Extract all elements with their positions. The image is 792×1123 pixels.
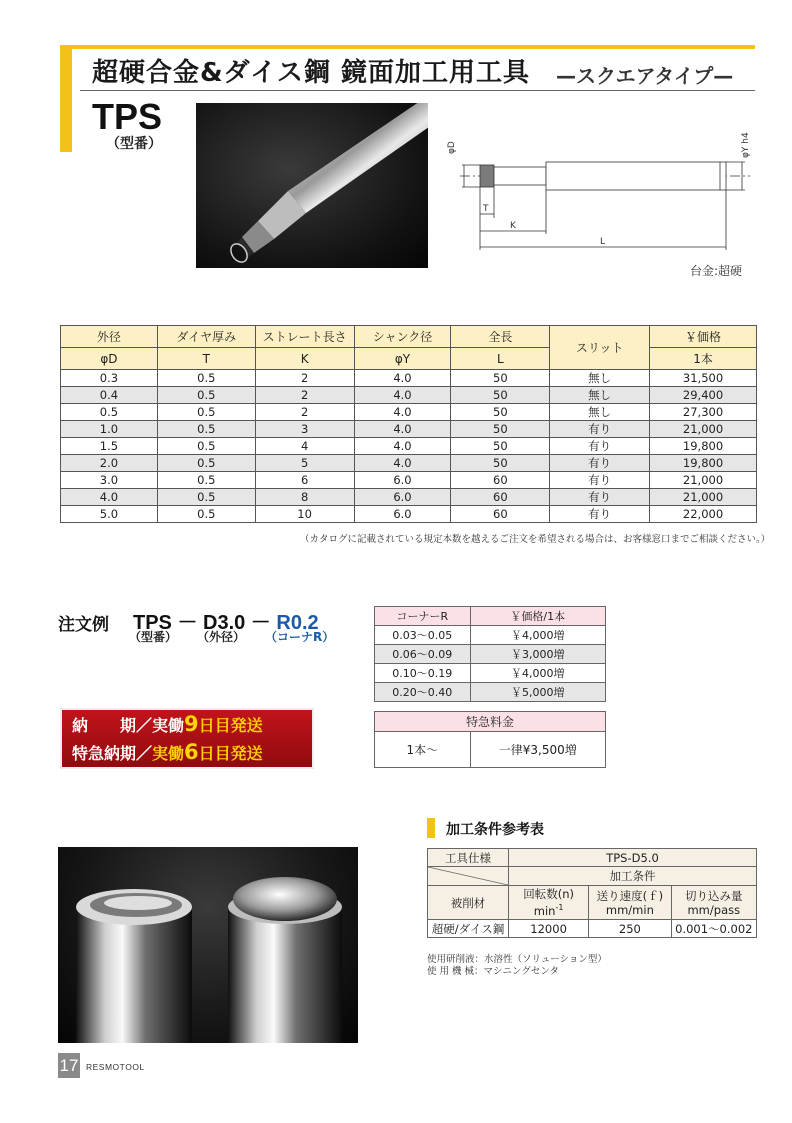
order-example-label: 注文例 bbox=[58, 615, 109, 635]
spec-table bbox=[60, 325, 757, 523]
spec-row bbox=[61, 387, 757, 404]
corner-header-price: ￥価格/1本 bbox=[470, 607, 605, 626]
conditions-col-feed-unit: mm/min bbox=[605, 902, 654, 917]
spec-cell-slit: 有り bbox=[550, 421, 650, 438]
conditions-tool-row bbox=[428, 849, 757, 867]
spec-cell-diameter: 4.0 bbox=[61, 489, 158, 506]
conditions-col-rpm bbox=[509, 886, 589, 920]
drawing-label-L: L bbox=[600, 237, 606, 247]
spec-cell-overall-length: 60 bbox=[451, 472, 550, 489]
conditions-header-row bbox=[428, 886, 757, 920]
spec-cell-slit: 無し bbox=[550, 370, 650, 387]
conditions-diagonal-cell bbox=[428, 867, 509, 886]
conditions-col-feed bbox=[589, 886, 671, 920]
spec-cell-overall-length: 50 bbox=[451, 387, 550, 404]
spec-row bbox=[61, 472, 757, 489]
spec-cell-straight-length: 5 bbox=[255, 455, 354, 472]
conditions-row-material: 超硬/ダイス鋼 bbox=[428, 920, 509, 938]
delivery-express-days: 6 bbox=[184, 740, 199, 764]
spec-cell-thickness: 0.5 bbox=[157, 421, 255, 438]
product-sample-photo bbox=[58, 847, 358, 1043]
spec-row bbox=[61, 370, 757, 387]
corner-row bbox=[375, 683, 606, 702]
conditions-row-depth: 0.001～0.002 bbox=[671, 920, 756, 938]
spec-cell-thickness: 0.5 bbox=[157, 489, 255, 506]
order-example-code-main: TPS － D3.0 － bbox=[133, 612, 271, 634]
spec-cell-price: 27,300 bbox=[650, 404, 757, 421]
spec-cell-overall-length: 60 bbox=[451, 506, 550, 523]
corner-cell-price: ￥3,000増 bbox=[470, 645, 605, 664]
conditions-col-feed-label: 送り速度(ｆ) bbox=[596, 888, 664, 903]
conditions-diagonal-line bbox=[428, 867, 508, 885]
conditions-table bbox=[427, 848, 757, 938]
spec-header-symbol-phiD: φD bbox=[61, 348, 158, 370]
spec-row bbox=[61, 438, 757, 455]
spec-cell-slit: 有り bbox=[550, 472, 650, 489]
corner-header-radius: コーナーR bbox=[375, 607, 471, 626]
conditions-condition-label: 加工条件 bbox=[509, 867, 757, 886]
technical-drawing bbox=[440, 110, 760, 260]
conditions-data-row bbox=[428, 920, 757, 938]
spec-cell-diameter: 2.0 bbox=[61, 455, 158, 472]
delivery-standard-suffix: 日目発送 bbox=[198, 716, 263, 735]
spec-header-shank-diameter: シャンク径 bbox=[354, 326, 451, 348]
spec-cell-shank-diameter: 6.0 bbox=[354, 489, 451, 506]
corner-row bbox=[375, 645, 606, 664]
tool-photo bbox=[196, 103, 428, 268]
delivery-standard-label: 納 期／実働 bbox=[72, 716, 185, 735]
spec-header-diameter: 外径 bbox=[61, 326, 158, 348]
spec-cell-straight-length: 6 bbox=[255, 472, 354, 489]
spec-cell-slit: 有り bbox=[550, 438, 650, 455]
spec-row bbox=[61, 506, 757, 523]
conditions-col-depth-unit: mm/pass bbox=[687, 902, 741, 917]
spec-cell-thickness: 0.5 bbox=[157, 506, 255, 523]
spec-cell-price: 19,800 bbox=[650, 455, 757, 472]
corner-cell-radius: 0.20～0.40 bbox=[375, 683, 471, 702]
corner-cell-price: ￥4,000増 bbox=[470, 626, 605, 645]
spec-header-symbol-T: T bbox=[157, 348, 255, 370]
express-table-row bbox=[375, 732, 606, 768]
express-fee-table bbox=[374, 711, 606, 768]
order-example-code-corner: R0.2 bbox=[276, 612, 319, 634]
spec-header-straight-length: ストレート長さ bbox=[255, 326, 354, 348]
spec-cell-slit: 無し bbox=[550, 404, 650, 421]
conditions-condition-row bbox=[428, 867, 757, 886]
spec-cell-price: 21,000 bbox=[650, 472, 757, 489]
spec-cell-shank-diameter: 4.0 bbox=[354, 438, 451, 455]
tool-illustration bbox=[196, 103, 428, 268]
header-top-rule bbox=[60, 45, 755, 49]
spec-header-symbol-phiY: φY bbox=[354, 348, 451, 370]
spec-cell-straight-length: 10 bbox=[255, 506, 354, 523]
corner-cell-radius: 0.03～0.05 bbox=[375, 626, 471, 645]
drawing-label-K: K bbox=[510, 221, 516, 231]
spec-cell-straight-length: 8 bbox=[255, 489, 354, 506]
spec-cell-overall-length: 50 bbox=[451, 438, 550, 455]
spec-header-slit: スリット bbox=[550, 326, 650, 370]
spec-cell-thickness: 0.5 bbox=[157, 404, 255, 421]
brand-name: RESMOTOOL bbox=[86, 1062, 145, 1072]
spec-cell-shank-diameter: 4.0 bbox=[354, 421, 451, 438]
delivery-express-label: 特急納期／ bbox=[72, 744, 153, 763]
express-price: 一律¥3,500増 bbox=[470, 732, 605, 768]
delivery-standard bbox=[72, 712, 263, 736]
spec-cell-price: 19,800 bbox=[650, 438, 757, 455]
conditions-note-coolant: 使用研削液：水溶性（ソリューション型） bbox=[427, 954, 607, 965]
spec-cell-slit: 有り bbox=[550, 489, 650, 506]
corner-cell-price: ￥5,000増 bbox=[470, 683, 605, 702]
corner-cell-price: ￥4,000増 bbox=[470, 664, 605, 683]
conditions-col-rpm-label: 回転数(n) bbox=[523, 887, 574, 902]
corner-cell-radius: 0.10～0.19 bbox=[375, 664, 471, 683]
spec-cell-straight-length: 2 bbox=[255, 370, 354, 387]
page-subtitle: —スクエアタイプ— bbox=[556, 64, 734, 88]
order-example-sub-diameter: （外径） bbox=[197, 630, 246, 644]
spec-cell-slit: 有り bbox=[550, 506, 650, 523]
order-example-sub-corner: （コーナR） bbox=[265, 630, 335, 644]
conditions-col-rpm-unit-wrap bbox=[509, 901, 588, 918]
conditions-col-depth-label: 切り込み量 bbox=[685, 888, 743, 903]
spec-cell-diameter: 3.0 bbox=[61, 472, 158, 489]
express-qty: 1本～ bbox=[375, 732, 471, 768]
spec-cell-straight-length: 2 bbox=[255, 387, 354, 404]
spec-cell-overall-length: 50 bbox=[451, 404, 550, 421]
spec-table-note: （カタログに記載されている規定本数を越えるご注文を希望される場合は、お客様窓口までご相談ください。） bbox=[300, 534, 771, 545]
spec-header-price: ￥価格 bbox=[650, 326, 757, 348]
delivery-express-prefix: 実働 bbox=[152, 744, 185, 763]
spec-header-symbol-K: K bbox=[255, 348, 354, 370]
spec-cell-shank-diameter: 6.0 bbox=[354, 506, 451, 523]
spec-cell-shank-diameter: 4.0 bbox=[354, 455, 451, 472]
spec-cell-shank-diameter: 4.0 bbox=[354, 404, 451, 421]
spec-cell-diameter: 0.5 bbox=[61, 404, 158, 421]
spec-cell-shank-diameter: 6.0 bbox=[354, 472, 451, 489]
spec-row bbox=[61, 489, 757, 506]
conditions-title: 加工条件参考表 bbox=[446, 822, 544, 838]
conditions-col-rpm-unit: min bbox=[533, 903, 556, 918]
title-underline bbox=[80, 90, 755, 91]
spec-header-row-top bbox=[61, 326, 757, 348]
delivery-express bbox=[72, 740, 263, 764]
spec-cell-straight-length: 4 bbox=[255, 438, 354, 455]
spec-row bbox=[61, 455, 757, 472]
spec-cell-shank-diameter: 4.0 bbox=[354, 370, 451, 387]
spec-cell-straight-length: 3 bbox=[255, 421, 354, 438]
drawing-label-phiD: φD bbox=[447, 141, 457, 154]
drawing-label-T: T bbox=[483, 204, 489, 214]
conditions-col-depth bbox=[671, 886, 756, 920]
conditions-material-label: 被削材 bbox=[428, 886, 509, 920]
delivery-standard-days: 9 bbox=[184, 712, 199, 736]
spec-cell-slit: 有り bbox=[550, 455, 650, 472]
conditions-tool-spec-label: 工具仕様 bbox=[428, 849, 509, 867]
spec-cell-slit: 無し bbox=[550, 387, 650, 404]
spec-table-body bbox=[61, 370, 757, 523]
conditions-tool-spec-value: TPS-D5.0 bbox=[509, 849, 757, 867]
spec-cell-price: 21,000 bbox=[650, 489, 757, 506]
spec-cell-diameter: 1.5 bbox=[61, 438, 158, 455]
spec-header-overall-length: 全長 bbox=[451, 326, 550, 348]
drawing-label-phiY: φY h4 bbox=[741, 132, 751, 158]
spec-cell-thickness: 0.5 bbox=[157, 472, 255, 489]
spec-cell-diameter: 0.4 bbox=[61, 387, 158, 404]
material-note: 台金:超硬 bbox=[690, 264, 743, 278]
spec-cell-shank-diameter: 4.0 bbox=[354, 387, 451, 404]
delivery-express-suffix: 日目発送 bbox=[198, 744, 263, 763]
spec-cell-price: 21,000 bbox=[650, 421, 757, 438]
corner-row bbox=[375, 664, 606, 683]
spec-cell-diameter: 5.0 bbox=[61, 506, 158, 523]
model-code-label: （型番） bbox=[106, 136, 162, 152]
spec-cell-diameter: 0.3 bbox=[61, 370, 158, 387]
spec-cell-price: 29,400 bbox=[650, 387, 757, 404]
order-example-sub-model: （型番） bbox=[129, 630, 178, 644]
corner-table-header-row bbox=[375, 607, 606, 626]
page-number: 17 bbox=[58, 1053, 80, 1078]
spec-cell-thickness: 0.5 bbox=[157, 387, 255, 404]
corner-cell-radius: 0.06～0.09 bbox=[375, 645, 471, 664]
corner-radius-table bbox=[374, 606, 606, 702]
conditions-row-rpm: 12000 bbox=[509, 920, 589, 938]
model-code: TPS bbox=[92, 96, 163, 137]
spec-cell-overall-length: 50 bbox=[451, 370, 550, 387]
spec-cell-overall-length: 50 bbox=[451, 421, 550, 438]
spec-header-price-unit: 1本 bbox=[650, 348, 757, 370]
express-header: 特急料金 bbox=[375, 712, 606, 732]
spec-header-row-bottom bbox=[61, 348, 757, 370]
express-table-header-row bbox=[375, 712, 606, 732]
spec-cell-price: 22,000 bbox=[650, 506, 757, 523]
corner-row bbox=[375, 626, 606, 645]
conditions-row-feed: 250 bbox=[589, 920, 671, 938]
spec-header-diamond-thickness: ダイヤ厚み bbox=[157, 326, 255, 348]
spec-cell-thickness: 0.5 bbox=[157, 370, 255, 387]
conditions-col-rpm-exp: -1 bbox=[555, 903, 564, 913]
spec-cell-thickness: 0.5 bbox=[157, 455, 255, 472]
conditions-accent-bar bbox=[427, 818, 435, 838]
spec-cell-overall-length: 60 bbox=[451, 489, 550, 506]
page-title: 超硬合金&ダイス鋼 鏡面加工用工具 bbox=[92, 58, 530, 88]
spec-cell-straight-length: 2 bbox=[255, 404, 354, 421]
corner-table-body bbox=[375, 626, 606, 702]
spec-cell-diameter: 1.0 bbox=[61, 421, 158, 438]
header-accent-bar bbox=[60, 49, 72, 152]
conditions-note-machine: 使 用 機 械：マシニングセンタ bbox=[427, 966, 559, 977]
spec-cell-price: 31,500 bbox=[650, 370, 757, 387]
spec-row bbox=[61, 421, 757, 438]
spec-row bbox=[61, 404, 757, 421]
spec-header-symbol-L: L bbox=[451, 348, 550, 370]
spec-cell-overall-length: 50 bbox=[451, 455, 550, 472]
spec-cell-thickness: 0.5 bbox=[157, 438, 255, 455]
